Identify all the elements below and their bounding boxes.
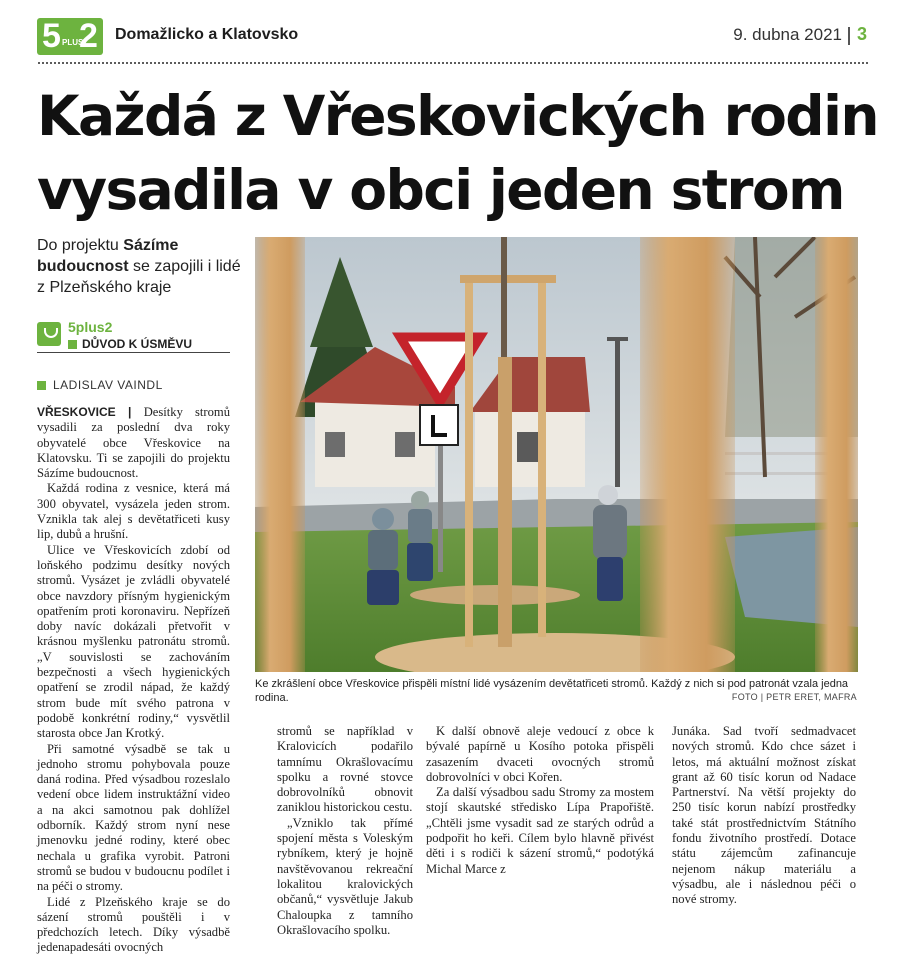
paragraph: Ulice ve Vřeskovicích zdobí od loňského podzimu desítky nových stromů. Vysázet je zvládli obyvatelé obce navzdory přísným hygienickým opatřením proti koronaviru. Nepřízeň doby navíc dokázali přetvořit v krásnou myšlenku patronátu stromů. „V souvislosti se zachováním bezpečnosti a všech hygienických opatření se zrodil nápad, že každý strom bude mít svého patrona v podobě konkrétní rodiny,“ vysvětlil starosta obce Jan Krotký. xyxy=(37,542,230,741)
region-title: Domažlicko a Klatovsko xyxy=(115,26,299,43)
paragraph: Junáka. Sad tvoří sedmadvacet nových stromů. Kdo chce sázet i letos, má aktuální možnost získat grant až 60 tisíc korun od Nadace Partnerství. Na větší projekty do 250 tisíc korun nabízí prostředky také stát prostřednictvím Státního fondu životního prostředí. Dotace státu zájemcům zafinancuje nejenom nákup materiálu a výsadbu, ale i následnou péči o nové stromy. xyxy=(672,724,856,907)
logo-two: 2 xyxy=(79,17,98,55)
date-divider xyxy=(848,27,850,45)
article-column-1 xyxy=(37,405,230,956)
paragraph: Každá rodina z vesnice, která má 300 obyvatel, vysázela jeden strom. Vznikla tak alej s devětatřiceti kusy lip, dubů a hrušní. xyxy=(37,481,230,542)
photo-illustration xyxy=(255,237,858,672)
brand-tagline: DŮVOD K ÚSMĚVU xyxy=(82,337,193,351)
paragraph-text: Desítky stromů vysadili za poslední dva roky obyvatelé obce Vřeskovice na Klatovsku. Ti se zapojili do projektu Sázíme budoucnost. xyxy=(37,405,231,481)
header-dotted-rule xyxy=(37,62,868,64)
brand-name: 5plus2 xyxy=(68,319,113,335)
issue-date: 9. dubna 2021 xyxy=(733,25,842,44)
logo-plus: PLUS xyxy=(62,38,84,47)
green-square-icon xyxy=(68,340,77,349)
headline-line-2: vysadila v obci jeden strom xyxy=(37,158,844,222)
paragraph: Za další výsadbou sadu Stromy za mostem stojí skautské středisko Lípa Prapořiště. „Chtěli jsme vysadit sad ze starých odrůd a podpořit ho keři. Cílem bylo hlavně přivést děti i s rodiči k sázení stromů,“ podotýká Michal Marce z xyxy=(426,785,654,876)
headline-line-1: Každá z Vřeskovických rodin xyxy=(37,84,878,148)
paragraph: „Vzniklo tak přímé spojení města s Voleským rybníkem, který je hojně navštěvovanou rekreační lokalitou kralovických občanů,“ vysvětluje Jakub Chaloupka z tamního Okrašlovacího spolku. xyxy=(277,815,413,937)
logo-five: 5 xyxy=(42,17,61,55)
article-column-3 xyxy=(426,724,654,877)
article-column-4 xyxy=(672,724,856,908)
paragraph: Při samotné výsadbě se tak u jednoho stromu pohybovala pouze daná rodina. Před výsadbou rozeslalo vedení obce lidem instruktážní video a na akci samotnou pak dohlížel odborník. Každý strom nyní nese jmenovku jedné rodiny, které obec nechala u grafika vyrobit. Patroni stromů se budou v budoucnu podílet i na péči o stromy. xyxy=(37,741,230,894)
photo-caption: Ke zkrášlení obce Vřeskovice přispěli místní lidé vysázením devětatřiceti stromů. Každý z nich si pod patronát vzala jedna rodina. xyxy=(255,678,849,704)
article-column-2 xyxy=(277,724,413,938)
author-name: LADISLAV VAINDL xyxy=(53,378,163,392)
photo-credit: FOTO | PETR ERET, MAFRA xyxy=(731,692,857,702)
smile-icon xyxy=(37,322,61,346)
paragraph: stromů se například v Kralovicích podařilo tamnímu Okrašlovacímu spolku a rovné stovce dobrovolníků obnovit zaniklou historickou cestu. xyxy=(277,724,413,815)
paragraph: Lidé z Plzeňského kraje se do sázení stromů pouštěli i v předchozích letech. Díky výsadbě jedenapadesáti ovocných xyxy=(37,894,230,955)
page-number: 3 xyxy=(857,24,868,44)
brand-rule xyxy=(37,352,230,353)
author-square-icon xyxy=(37,381,46,390)
deck xyxy=(37,235,242,298)
dateline: VŘESKOVICE xyxy=(37,405,116,419)
deck-bold: Sázíme budoucnost xyxy=(37,237,179,275)
5plus2-logo xyxy=(37,18,103,55)
deck-post: se zapojili i lidé z Plzeňského kraje xyxy=(37,258,241,296)
paragraph: VŘESKOVICE | Desítky stromů vysadili za poslední dva roky obyvatelé obce Vřeskovice na Klatovsku. Ti se zapojili do projektu Sázíme budoucnost. xyxy=(37,405,231,481)
paragraph: K další obnově aleje vedoucí z obce k bývalé papírně u Kosího potoka přispěli zasazením dvaceti ovocných stromů dobrovolníci v obci Kořen. xyxy=(426,724,654,784)
deck-pre: Do projektu xyxy=(37,237,124,254)
article-photo xyxy=(255,237,858,672)
